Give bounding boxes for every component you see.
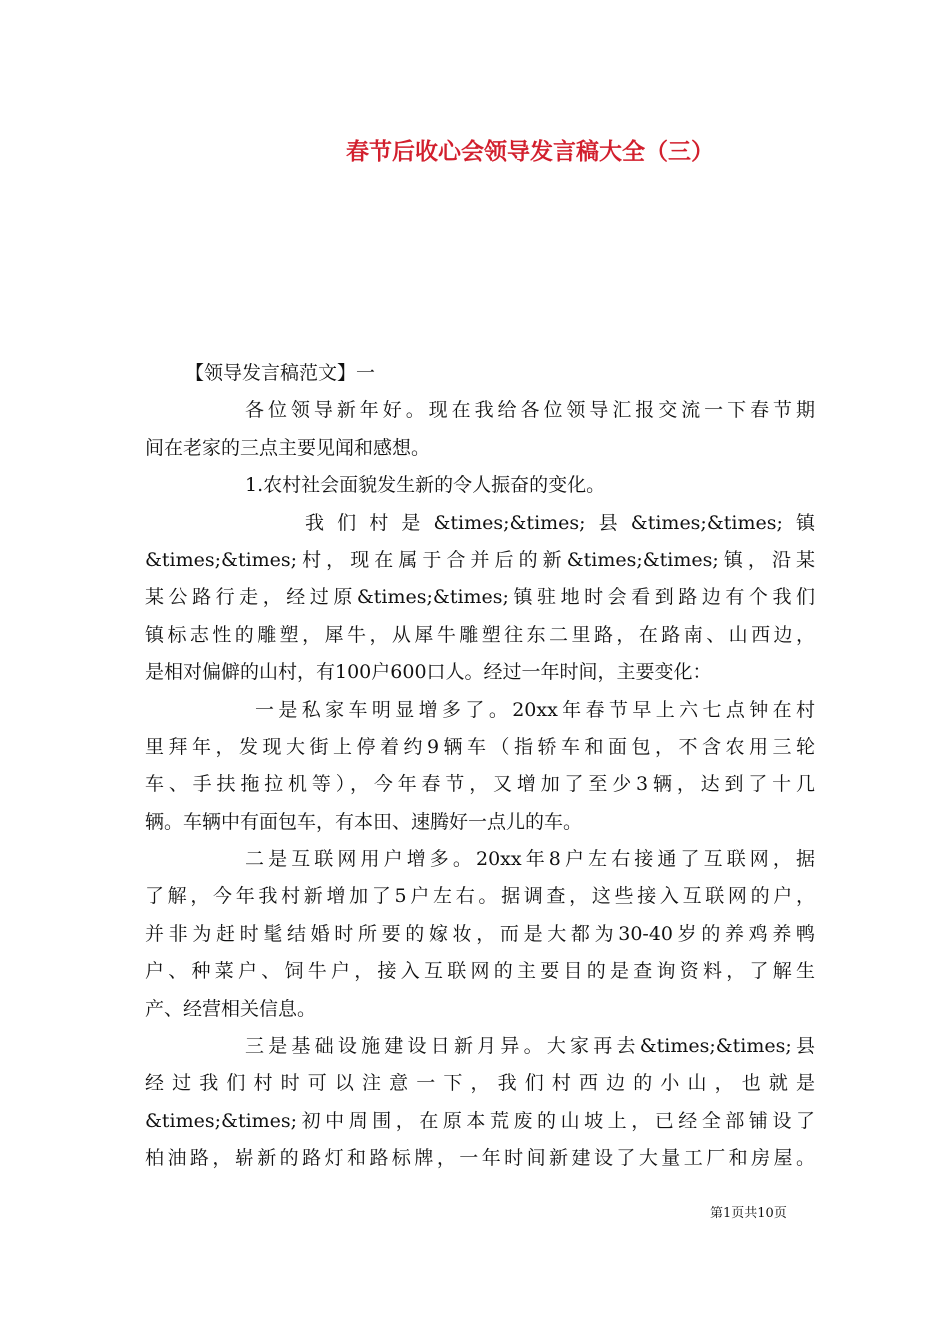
text-line: 三是基础设施建设日新月异。大家再去&times;&times;县 xyxy=(245,1035,815,1058)
text-line: 是相对偏僻的山村，有100户600口人。经过一年时间，主要变化： xyxy=(145,661,712,684)
text-line: 车、手扶拖拉机等），今年春节，又增加了至少3辆，达到了十几 xyxy=(145,773,815,796)
text-line: 间在老家的三点主要见闻和感想。 xyxy=(145,436,431,459)
text-line: 我们村是&times;&times;县&times;&times;镇 xyxy=(305,511,815,534)
document-title: 春节后收心会领导发言稿大全（三） xyxy=(346,138,714,165)
text-line: 经过我们村时可以注意一下，我们村西边的小山，也就是 xyxy=(145,1072,815,1095)
text-line: &times;&times;初中周围，在原本荒废的山坡上，已经全部铺设了 xyxy=(145,1109,815,1132)
text-line: 某公路行走，经过原&times;&times;镇驻地时会看到路边有个我们 xyxy=(145,586,815,609)
text-line: 户、种菜户、饲牛户，接入互联网的主要目的是查询资料，了解生 xyxy=(145,960,815,983)
text-line: &times;&times;村，现在属于合并后的新&times;&times;镇，沿某 xyxy=(145,548,815,571)
text-line: 柏油路，崭新的路灯和路标牌，一年时间新建设了大量工厂和房屋。 xyxy=(145,1147,815,1170)
page-footer: 第1页共10页 xyxy=(710,1206,787,1221)
document-body xyxy=(145,355,815,1178)
text-line: 各位领导新年好。现在我给各位领导汇报交流一下春节期 xyxy=(245,399,815,422)
text-line: 产、经营相关信息。 xyxy=(145,997,317,1020)
text-line: 镇标志性的雕塑，犀牛，从犀牛雕塑往东二里路，在路南、山西边， xyxy=(145,623,815,646)
text-line: 了解，今年我村新增加了5户左右。据调查，这些接入互联网的户， xyxy=(145,885,815,908)
text-line: 里拜年，发现大街上停着约9辆车（指轿车和面包，不含农用三轮 xyxy=(145,735,815,758)
text-line: 一是私家车明显增多了。20xx年春节早上六七点钟在村 xyxy=(255,698,815,721)
text-line: 1.农村社会面貌发生新的令人振奋的变化。 xyxy=(245,474,606,497)
text-line: 并非为赶时髦结婚时所要的嫁妆，而是大都为30-40岁的养鸡养鸭 xyxy=(145,922,815,945)
text-line: 二是互联网用户增多。20xx年8户左右接通了互联网，据 xyxy=(245,848,815,871)
text-line: 辆。车辆中有面包车，有本田、速腾好一点儿的车。 xyxy=(145,810,583,833)
text-line: 【领导发言稿范文】一 xyxy=(185,362,376,384)
